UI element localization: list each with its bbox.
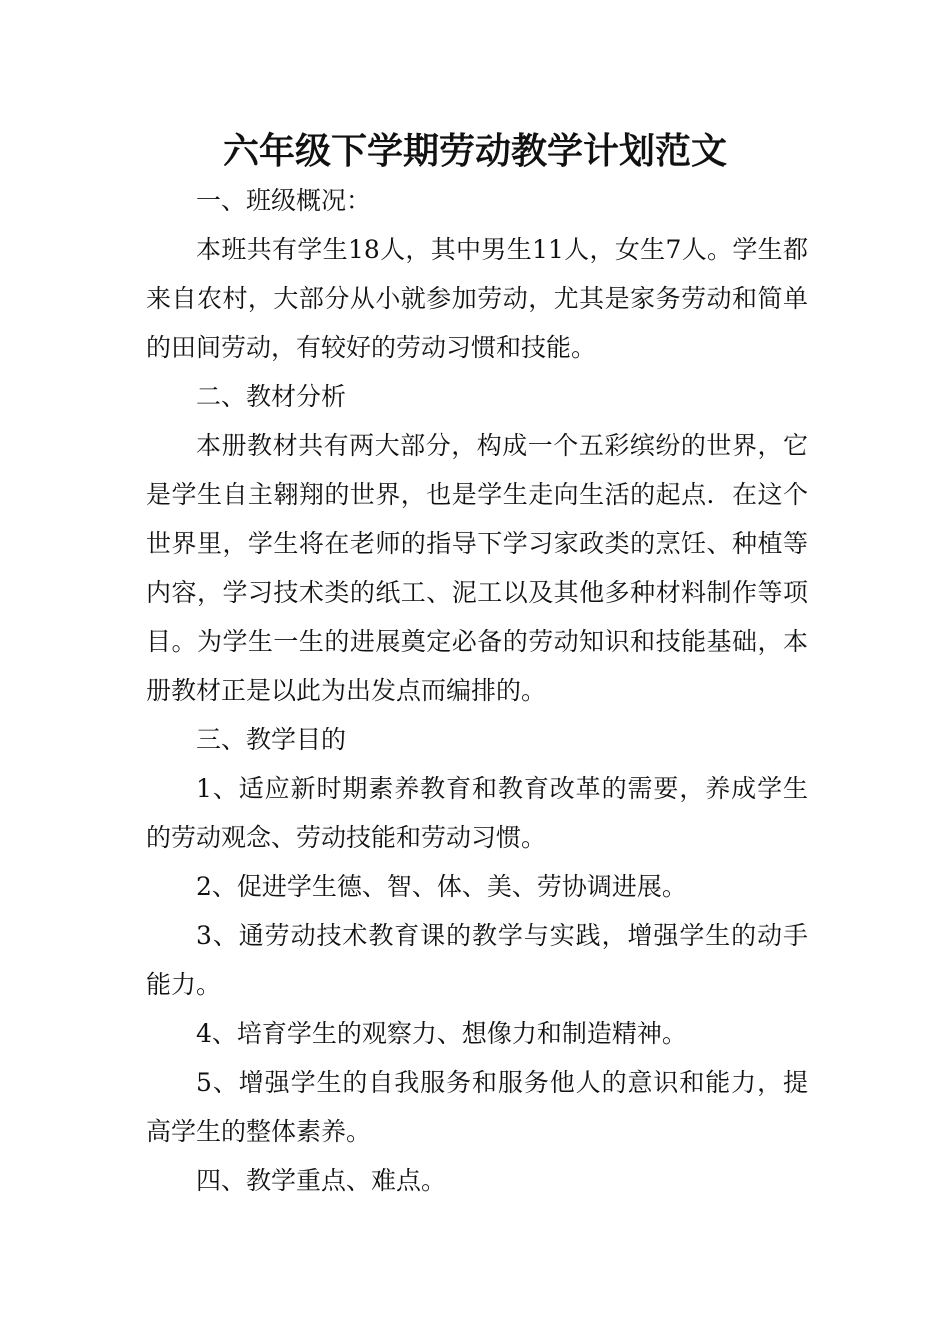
- section-heading-class-overview: 一、班级概况：: [196, 186, 372, 215]
- section-heading-key-points: 四、教学重点、难点。: [196, 1166, 447, 1195]
- document-body: [146, 176, 808, 1205]
- section-heading-teaching-goals: 三、教学目的: [196, 725, 347, 754]
- goal-item-5: 5、增强学生的自我服务和服务他人的意识和能力，提高学生的整体素养。: [146, 1068, 808, 1146]
- goal-item-1: 1、适应新时期素养教育和教育改革的需要，养成学生的劳动观念、劳动技能和劳动习惯。: [146, 774, 808, 852]
- goal-item-4: 4、培育学生的观察力、想像力和制造精神。: [196, 1019, 687, 1048]
- goal-item-2: 2、促进学生德、智、体、美、劳协调进展。: [196, 872, 687, 901]
- paragraph-textbook-analysis: 本册教材共有两大部分，构成一个五彩缤纷的世界，它是学生自主翱翔的世界，也是学生走向生活的起点．在这个世界里，学生将在老师的指导下学习家政类的烹饪、种植等内容，学习技术类的纸工、泥工以及其他多种材料制作等项目。为学生一生的进展奠定必备的劳动知识和技能基础，本册教材正是以此为出发点而编排的。: [146, 431, 808, 705]
- paragraph-class-overview: 本班共有学生18人，其中男生11人，女生7人。学生都来自农村，大部分从小就参加劳动，尤其是家务劳动和简单的田间劳动，有较好的劳动习惯和技能。: [146, 235, 808, 362]
- document-title: 六年级下学期劳动教学计划范文: [222, 131, 727, 172]
- goal-item-3: 3、通劳动技术教育课的教学与实践，增强学生的动手能力。: [146, 921, 808, 999]
- section-heading-textbook-analysis: 二、教材分析: [196, 382, 347, 411]
